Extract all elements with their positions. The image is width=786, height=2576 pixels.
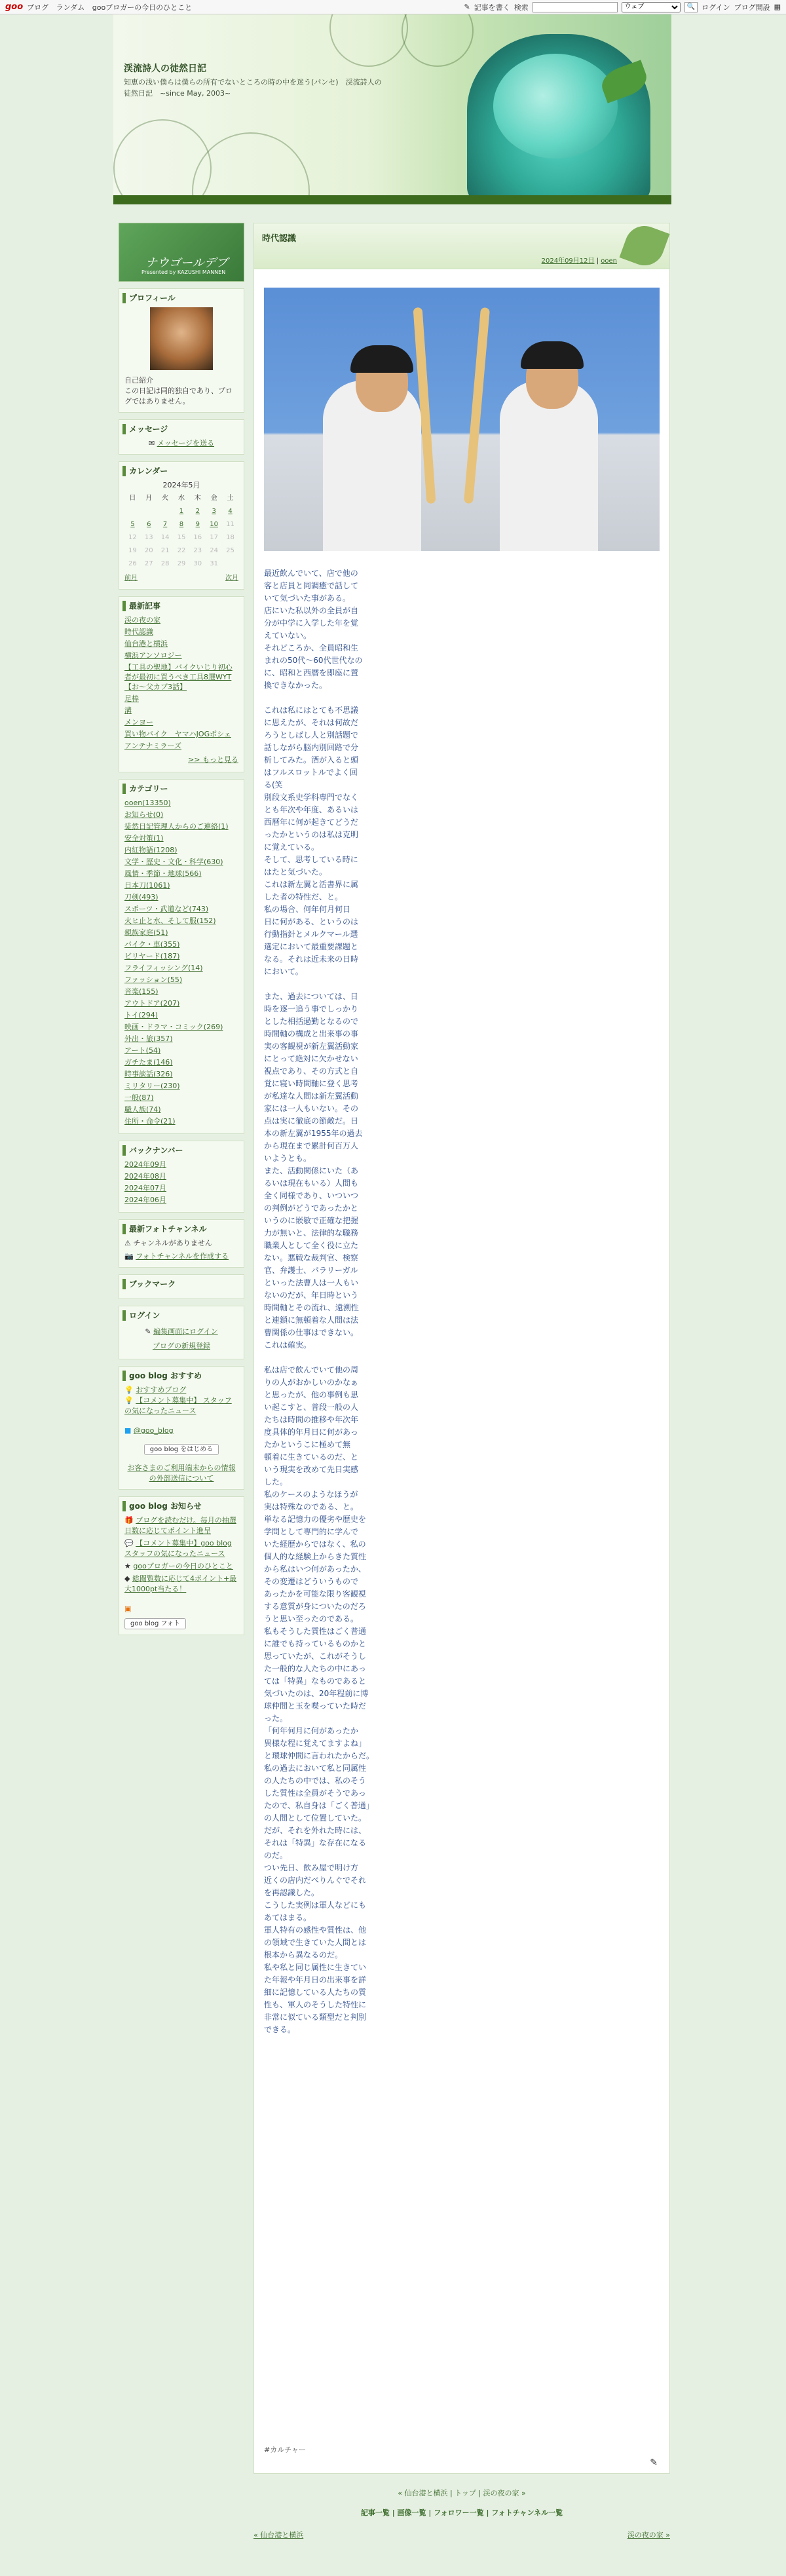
message-heading: メッセージ <box>122 424 240 434</box>
login-heading: ログイン <box>122 1310 240 1321</box>
category-link[interactable]: 刀剣(493) <box>124 893 159 901</box>
list-links[interactable]: 記事一覧 | 画像一覧 | フォロワー一覧 | フォトチャンネル一覧 <box>360 2509 563 2517</box>
weekday: 月 <box>145 495 153 502</box>
calendar-day: 14 <box>160 534 170 541</box>
recommend-heading: goo blog おすすめ <box>122 1371 240 1381</box>
calendar-day-link[interactable]: 1 <box>179 508 184 515</box>
category-link[interactable]: 時事談話(326) <box>124 1070 173 1078</box>
main-entry <box>253 223 670 2474</box>
category-link[interactable]: 映画・ドラマ・コミック(269) <box>124 1023 223 1031</box>
calendar-day: 12 <box>128 534 137 541</box>
recommend-link[interactable]: おすすめブログ <box>136 1386 187 1394</box>
category-link[interactable]: 職人族(74) <box>124 1105 161 1114</box>
warning-icon: ⚠ <box>124 1239 131 1247</box>
notice-heading: goo blog お知らせ <box>122 1501 240 1511</box>
entry-nav[interactable]: « 仙台港と横浜 | トップ | 渓の夜の家 » <box>398 2489 526 2497</box>
calendar-day[interactable] <box>174 505 190 518</box>
envelope-icon: ✉ <box>148 439 155 447</box>
recent-heading: 最新記事 <box>122 601 240 611</box>
calendar-day: 18 <box>226 534 234 541</box>
footer-nav <box>253 2486 670 2543</box>
backnumber-link[interactable]: 2024年07月 <box>124 1184 166 1192</box>
recent-entry-link[interactable]: 溝 <box>124 706 132 715</box>
profile-box <box>119 288 244 413</box>
entry-date-link[interactable]: 2024年09月12日 <box>541 257 595 265</box>
calendar-day: 28 <box>160 560 170 567</box>
category-link[interactable]: フライフィッシング(14) <box>124 964 203 972</box>
calendar-day: 23 <box>193 547 202 554</box>
recent-entry-link[interactable]: アンテナミラーズ <box>124 742 182 750</box>
twitter-link[interactable]: @goo_blog <box>133 1426 174 1435</box>
recommend-link[interactable]: 【コメント募集中】 スタッフの気になったニュース <box>124 1396 232 1415</box>
notice-link[interactable]: 総閲覧数に応じて4ポイント+最大1000pt当たる！ <box>124 1574 237 1593</box>
write-article-link[interactable]: 記事を書く <box>474 3 510 12</box>
category-box <box>119 779 244 1134</box>
calendar-day[interactable] <box>124 518 141 531</box>
pencil-icon: ✎ <box>145 1327 151 1336</box>
category-link[interactable]: 音楽(155) <box>124 987 159 996</box>
bat-right <box>464 307 490 504</box>
category-link[interactable]: バイク・車(355) <box>124 940 180 949</box>
calendar-day: 11 <box>226 521 234 528</box>
player-left-cap <box>350 345 413 373</box>
notice-link[interactable]: gooブロガーの今日のひとこと <box>133 1562 233 1570</box>
category-link[interactable]: トイ(294) <box>124 1011 159 1019</box>
recent-entry-link[interactable]: 買い物バイク ヤマハJOGポシェ <box>124 730 231 738</box>
recent-entries-box <box>119 596 244 772</box>
category-link[interactable]: 内紅物語(1208) <box>124 846 178 854</box>
photochannel-notice: チャンネルがありません <box>133 1239 212 1247</box>
weekday: 火 <box>162 495 169 502</box>
pencil-icon: ✎ <box>464 3 470 11</box>
calendar-caption: 2024年5月 <box>162 481 200 489</box>
blog-title[interactable]: 渓流詩人の徒然日記 <box>124 64 206 74</box>
calendar-day: 20 <box>144 547 153 554</box>
search-button[interactable]: 🔍 <box>684 2 698 12</box>
point-icon: 🎁 <box>124 1516 134 1525</box>
external-info-link[interactable]: お客さまのご利用端末からの情報の外部送信について <box>127 1464 236 1483</box>
calendar-day: 19 <box>128 547 137 554</box>
calendar-box <box>119 461 244 590</box>
calendar-day: 17 <box>210 534 218 541</box>
twitter-icon: ■ <box>124 1426 132 1435</box>
leaf-decoration <box>620 221 670 271</box>
calendar-day: 31 <box>210 560 218 567</box>
goo-logo[interactable]: goo <box>5 2 24 12</box>
calendar-day[interactable] <box>189 505 206 518</box>
notice-box <box>119 1496 244 1635</box>
calendar-day <box>222 558 238 571</box>
recent-more-link[interactable]: >> もっと見る <box>188 755 238 764</box>
banner-subtitle: Presented by KAZUSHI MANNEN <box>141 269 226 275</box>
recent-entry-link[interactable]: 時代認識 <box>124 628 153 636</box>
top-bar <box>0 0 786 14</box>
bookmark-box <box>119 1274 244 1299</box>
calendar-day <box>141 505 157 518</box>
calendar-day-link[interactable]: 9 <box>195 521 200 528</box>
profile-intro-text: この日記は同的独自であり、プログではありません。 <box>124 387 233 406</box>
search-scope-select[interactable] <box>622 2 681 12</box>
star-icon: ★ <box>124 1562 131 1570</box>
calendar-day: 13 <box>144 534 153 541</box>
photochannel-heading: 最新フォトチャンネル <box>122 1224 240 1234</box>
calendar-table <box>124 492 238 571</box>
category-heading: カテゴリー <box>122 784 240 794</box>
entry-body: 最近飲んでいて、店で他の 客と店員と同調癒で話して いて気づいた事がある。 店にいた私以外の全員が自 分が中学に入学した年を覚 えていない。 それどころか、全員昭和生 まれの50代〜60代世代なの に、昭和と西暦を即座に置 換できなかった。 これは私にはとても不思議 に思えたが、それは何故だ ろうとしばし人と別話題で 話しながら脳内別回路で分 析してみた。酒が入ると頭 はフルスロットルでよく回 る(笑 別段文系史学科専門でなく とも年次や年度、あるいは 西暦年に何が起きてどうだ ったかというのは私は克明 に覚えている。 そして、思考している時に はたと気づいた。 これは新左翼と活書界に属 した者の特性だ、と。 私の場合、何年何月何日 日に何がある、というのは 行動指針とメルクマール選 選定において最重要課題と なる。それは近未来の日時 において。 また、過去については、日 時を逐一追う事でしっかり とした相括過勤となるので 時間軸の構成と出来事の事 実の客観視が新左翼活動家 にとって絶対に欠かせない 視点であり、その方式と自 覚に寝い時間軸に登く思考 が私達な人間は新左翼活動 家には一人もいない。その 点は実に徹底の節敵だ。日 本の新左翼が1955年の過去 から現在まで累計何百万人 いようとも。 また、活動関係にいた（あ るいは現在もいる）人間も 全く同様であり、いついつ の判例がどうであったかと いうのに嵌敏で正確な把握 力が無いと、法律的な職務 職業人として全く役に立た ない。悪戦な裁判官、検察 官、弁護士、パラリーガル といった法曹人は一人もい ないのだが、年日時という 時間軸とその流れ、遠溯性 と連鎖に無頓着な人間は法 曹関係の仕事はできない。 これは確実。 私は店で飲んでいて他の周 りの人がおかしいのかなぁ と思ったが、他の事例も思 い起こすと、普段一般の人 たちは時間の推移や年次年 度具体的年月日に何があっ たかというこに極めて無 頓着に生きているのだ、と いう現実を改めて先日実感 した。 私のケースのようなほうが 実は特殊なのである、と。 単なる記憶力の優劣や歴史を 学問として専門的に学んで いた経歴からではなく、私の 個人的な経験上からきた質性 から私はいつ何があったか、 その変遷はどういうもので あったかを可能な限り客観視 する意質が身についたのだろ うと思い至ったのである。 私もそうした質性はごく普通 に誰でも持っているものかと 思っていたが、これがそうし た一般的な人たちの中にあっ ては「特異」なものであると 気づいたのは、20年程前に博 球仲間と玉を喋っていた時だ った。 「何年何月に何があったか 異様な程に覚えてますよね」 と環球仲間に言われたからだ。 私の過去において私と同属性 の人たちの中では、私のそう した質性は全員がそうであっ たので、私自身は「ごく普通」 の人間として位置していた。 だが、それを外れた時には、 それは「特異」な存在になる のだ。 つい先日、飲み屋で明け方 近くの店内だべりんぐでそれ を再認識した。 こうした実例は軍人などにも あてはまる。 軍人特有の感性や質性は、他 の領域で生きていた人間とは 根本から異なるのだ。 私や私と同じ属性に生きてい た年報や年月日の出来事を詳 細に記憶している人たちの質 性も、軍人のそうした特性に 非常に似ている類型だと判別 できる。 <box>264 569 375 2034</box>
category-link[interactable]: 親族家庭(51) <box>124 928 168 937</box>
calendar-day-link[interactable]: 7 <box>162 521 168 528</box>
weekday: 日 <box>129 495 136 502</box>
profile-intro-label: 自己紹介 <box>124 376 153 385</box>
bookmark-heading: ブックマーク <box>122 1279 240 1289</box>
send-message-link[interactable]: メッセージを送る <box>157 439 215 447</box>
comment-icon: 💬 <box>124 1539 134 1547</box>
recent-entry-link[interactable]: 渓の夜の家 <box>124 616 160 624</box>
recent-entry-link[interactable]: 【工具の聖地】バイクいじり初心者が最初に買うべき工具8選WYT【お〜父カブ3話】 <box>124 663 233 691</box>
grid-menu-icon[interactable]: ▦ <box>774 3 781 11</box>
blog-description: 知恵の浅い僕らは僕らの所有でないところの時の中を迷う(パンセ) 渓流詩人の徒然日記 ~since May, 2003~ <box>124 78 382 98</box>
recent-entry-link[interactable]: 足棒 <box>124 694 139 703</box>
avatar <box>150 307 213 370</box>
nav-random[interactable]: ランダム <box>56 3 85 12</box>
calendar-day[interactable] <box>206 505 222 518</box>
search-label: 検索 <box>514 3 529 12</box>
nav-blog[interactable]: ブログ <box>27 3 49 12</box>
next-entry-link[interactable]: 渓の夜の家 » <box>627 2531 670 2539</box>
category-link[interactable]: 徒然日記管理人からのご連絡(1) <box>124 822 229 831</box>
camera-icon: 📷 <box>124 1252 134 1260</box>
header-band <box>113 195 671 204</box>
calendar-next-link[interactable]: 次月 <box>225 575 238 582</box>
search-input[interactable] <box>533 2 618 12</box>
calendar-day[interactable] <box>141 518 157 531</box>
calendar-day[interactable] <box>189 518 206 531</box>
calendar-day: 29 <box>177 560 186 567</box>
calendar-day: 25 <box>226 547 234 554</box>
calendar-heading: カレンダー <box>122 466 240 476</box>
category-link[interactable]: 風情・季節・地球(566) <box>124 869 202 878</box>
lace-decoration <box>329 14 408 67</box>
entry-tag[interactable]: #カルチャー <box>264 2446 306 2454</box>
entry-photo-baseball-players <box>264 288 660 551</box>
calendar-day-link[interactable]: 2 <box>195 508 200 515</box>
category-link[interactable]: 外出・旅(357) <box>124 1034 173 1043</box>
edit-pencil-icon[interactable]: ✎ <box>650 2457 658 2468</box>
lace-decoration <box>402 14 474 67</box>
edit-login-link[interactable]: 編集画面にログイン <box>153 1327 218 1336</box>
goo-blog-photo-button[interactable]: goo blog フォト <box>124 1618 186 1629</box>
calendar-day <box>157 505 174 518</box>
recent-entry-link[interactable]: メンヨー <box>124 718 153 727</box>
calendar-day-link[interactable]: 5 <box>130 521 135 528</box>
category-link[interactable]: 住所・命令(21) <box>124 1117 176 1126</box>
calendar-day: 27 <box>144 560 153 567</box>
category-link[interactable]: アウトドア(207) <box>124 999 180 1008</box>
diamond-icon: ◆ <box>124 1574 130 1583</box>
rss-icon[interactable]: ▣ <box>124 1604 132 1613</box>
category-link[interactable]: アート(54) <box>124 1046 161 1055</box>
backnumber-link[interactable]: 2024年08月 <box>124 1172 166 1181</box>
calendar-day: 21 <box>160 547 170 554</box>
weekday: 水 <box>178 495 185 502</box>
message-box <box>119 419 244 455</box>
recommend-box <box>119 1366 244 1490</box>
weekday: 金 <box>210 495 217 502</box>
calendar-day: 16 <box>193 534 202 541</box>
entry-author-link[interactable]: ooen <box>601 257 617 265</box>
category-link[interactable]: 一般(87) <box>124 1093 154 1102</box>
category-link[interactable]: ビリヤード(187) <box>124 952 180 960</box>
calendar-day-link[interactable]: 3 <box>212 508 216 515</box>
category-link[interactable]: ミリタリー(230) <box>124 1082 180 1090</box>
lace-decoration <box>192 132 310 204</box>
category-link[interactable]: ファッション(55) <box>124 975 183 984</box>
calendar-day: 15 <box>177 534 186 541</box>
calendar-day-link[interactable]: 10 <box>210 521 218 528</box>
calendar-day-link[interactable]: 8 <box>179 521 184 528</box>
blog-header <box>113 14 671 204</box>
sidebar-banner[interactable] <box>119 223 244 282</box>
backnumber-link[interactable]: 2024年06月 <box>124 1196 166 1204</box>
category-link[interactable]: スポーツ・武道など(743) <box>124 905 209 913</box>
backnumber-link[interactable]: 2024年09月 <box>124 1160 166 1169</box>
notice-link[interactable]: 【コメント募集中】goo blogスタッフの気になったニュース <box>124 1539 232 1558</box>
calendar-day-link[interactable]: 4 <box>228 508 233 515</box>
entry-header: 時代認識 2024年09月12日 | ooen <box>254 223 669 269</box>
calendar-day: 30 <box>193 560 202 567</box>
category-link[interactable]: 火ヒ止と水、そして服(152) <box>124 917 216 925</box>
category-link[interactable]: ooen(13350) <box>124 799 171 807</box>
recent-entry-link[interactable]: 仙台港と横浜 <box>124 639 168 648</box>
calendar-prev-link[interactable]: 前月 <box>124 575 138 582</box>
entry-title: 時代認識 <box>262 234 297 244</box>
backnumber-box <box>119 1141 244 1213</box>
calendar-day-link[interactable]: 6 <box>147 521 151 528</box>
calendar-day[interactable] <box>222 505 238 518</box>
calendar-day[interactable] <box>174 518 190 531</box>
login-link[interactable]: ログイン <box>702 3 730 12</box>
banner-title: ナウゴールデブ <box>145 256 228 270</box>
bulb-icon: 💡 <box>124 1396 134 1405</box>
category-link[interactable]: 安全対策(1) <box>124 834 164 843</box>
category-link[interactable]: 日本刀(1061) <box>124 881 170 890</box>
category-link[interactable]: ガチたま(146) <box>124 1058 173 1067</box>
category-link[interactable]: 文学・歴史・文化・科学(630) <box>124 858 223 866</box>
login-box <box>119 1306 244 1359</box>
create-photochannel-link[interactable]: フォトチャンネルを作成する <box>136 1252 229 1260</box>
start-goo-blog-button[interactable]: goo blog をはじめる <box>144 1444 219 1455</box>
weekday: 土 <box>227 495 234 502</box>
profile-heading: プロフィール <box>122 293 240 303</box>
player-right-cap <box>521 341 584 369</box>
calendar-day[interactable] <box>206 518 222 531</box>
bulb-icon: 💡 <box>124 1386 134 1394</box>
recent-entry-link[interactable]: 横浜アンソロジー <box>124 651 182 660</box>
nav-hitokoto[interactable]: gooブロガーの今日のひとこと <box>92 3 193 12</box>
calendar-day: 22 <box>177 547 186 554</box>
new-blog-link[interactable]: ブログの新規登録 <box>153 1342 210 1350</box>
category-link[interactable]: お知らせ(0) <box>124 810 164 819</box>
notice-link[interactable]: ブログを読むだけ。毎月の抽選日数に応じてポイント進呈 <box>124 1516 236 1535</box>
weekday: 木 <box>194 495 201 502</box>
photochannel-box <box>119 1219 244 1268</box>
calendar-day: 24 <box>210 547 218 554</box>
sidebar <box>119 223 244 1642</box>
prev-entry-link[interactable]: « 仙台港と横浜 <box>253 2531 304 2539</box>
ice-cream-image <box>493 54 618 159</box>
calendar-day[interactable] <box>157 518 174 531</box>
calendar-day: 26 <box>128 560 137 567</box>
open-blog-link[interactable]: ブログ開設 <box>734 3 770 12</box>
backnumber-heading: バックナンバー <box>122 1145 240 1156</box>
calendar-day <box>124 505 141 518</box>
